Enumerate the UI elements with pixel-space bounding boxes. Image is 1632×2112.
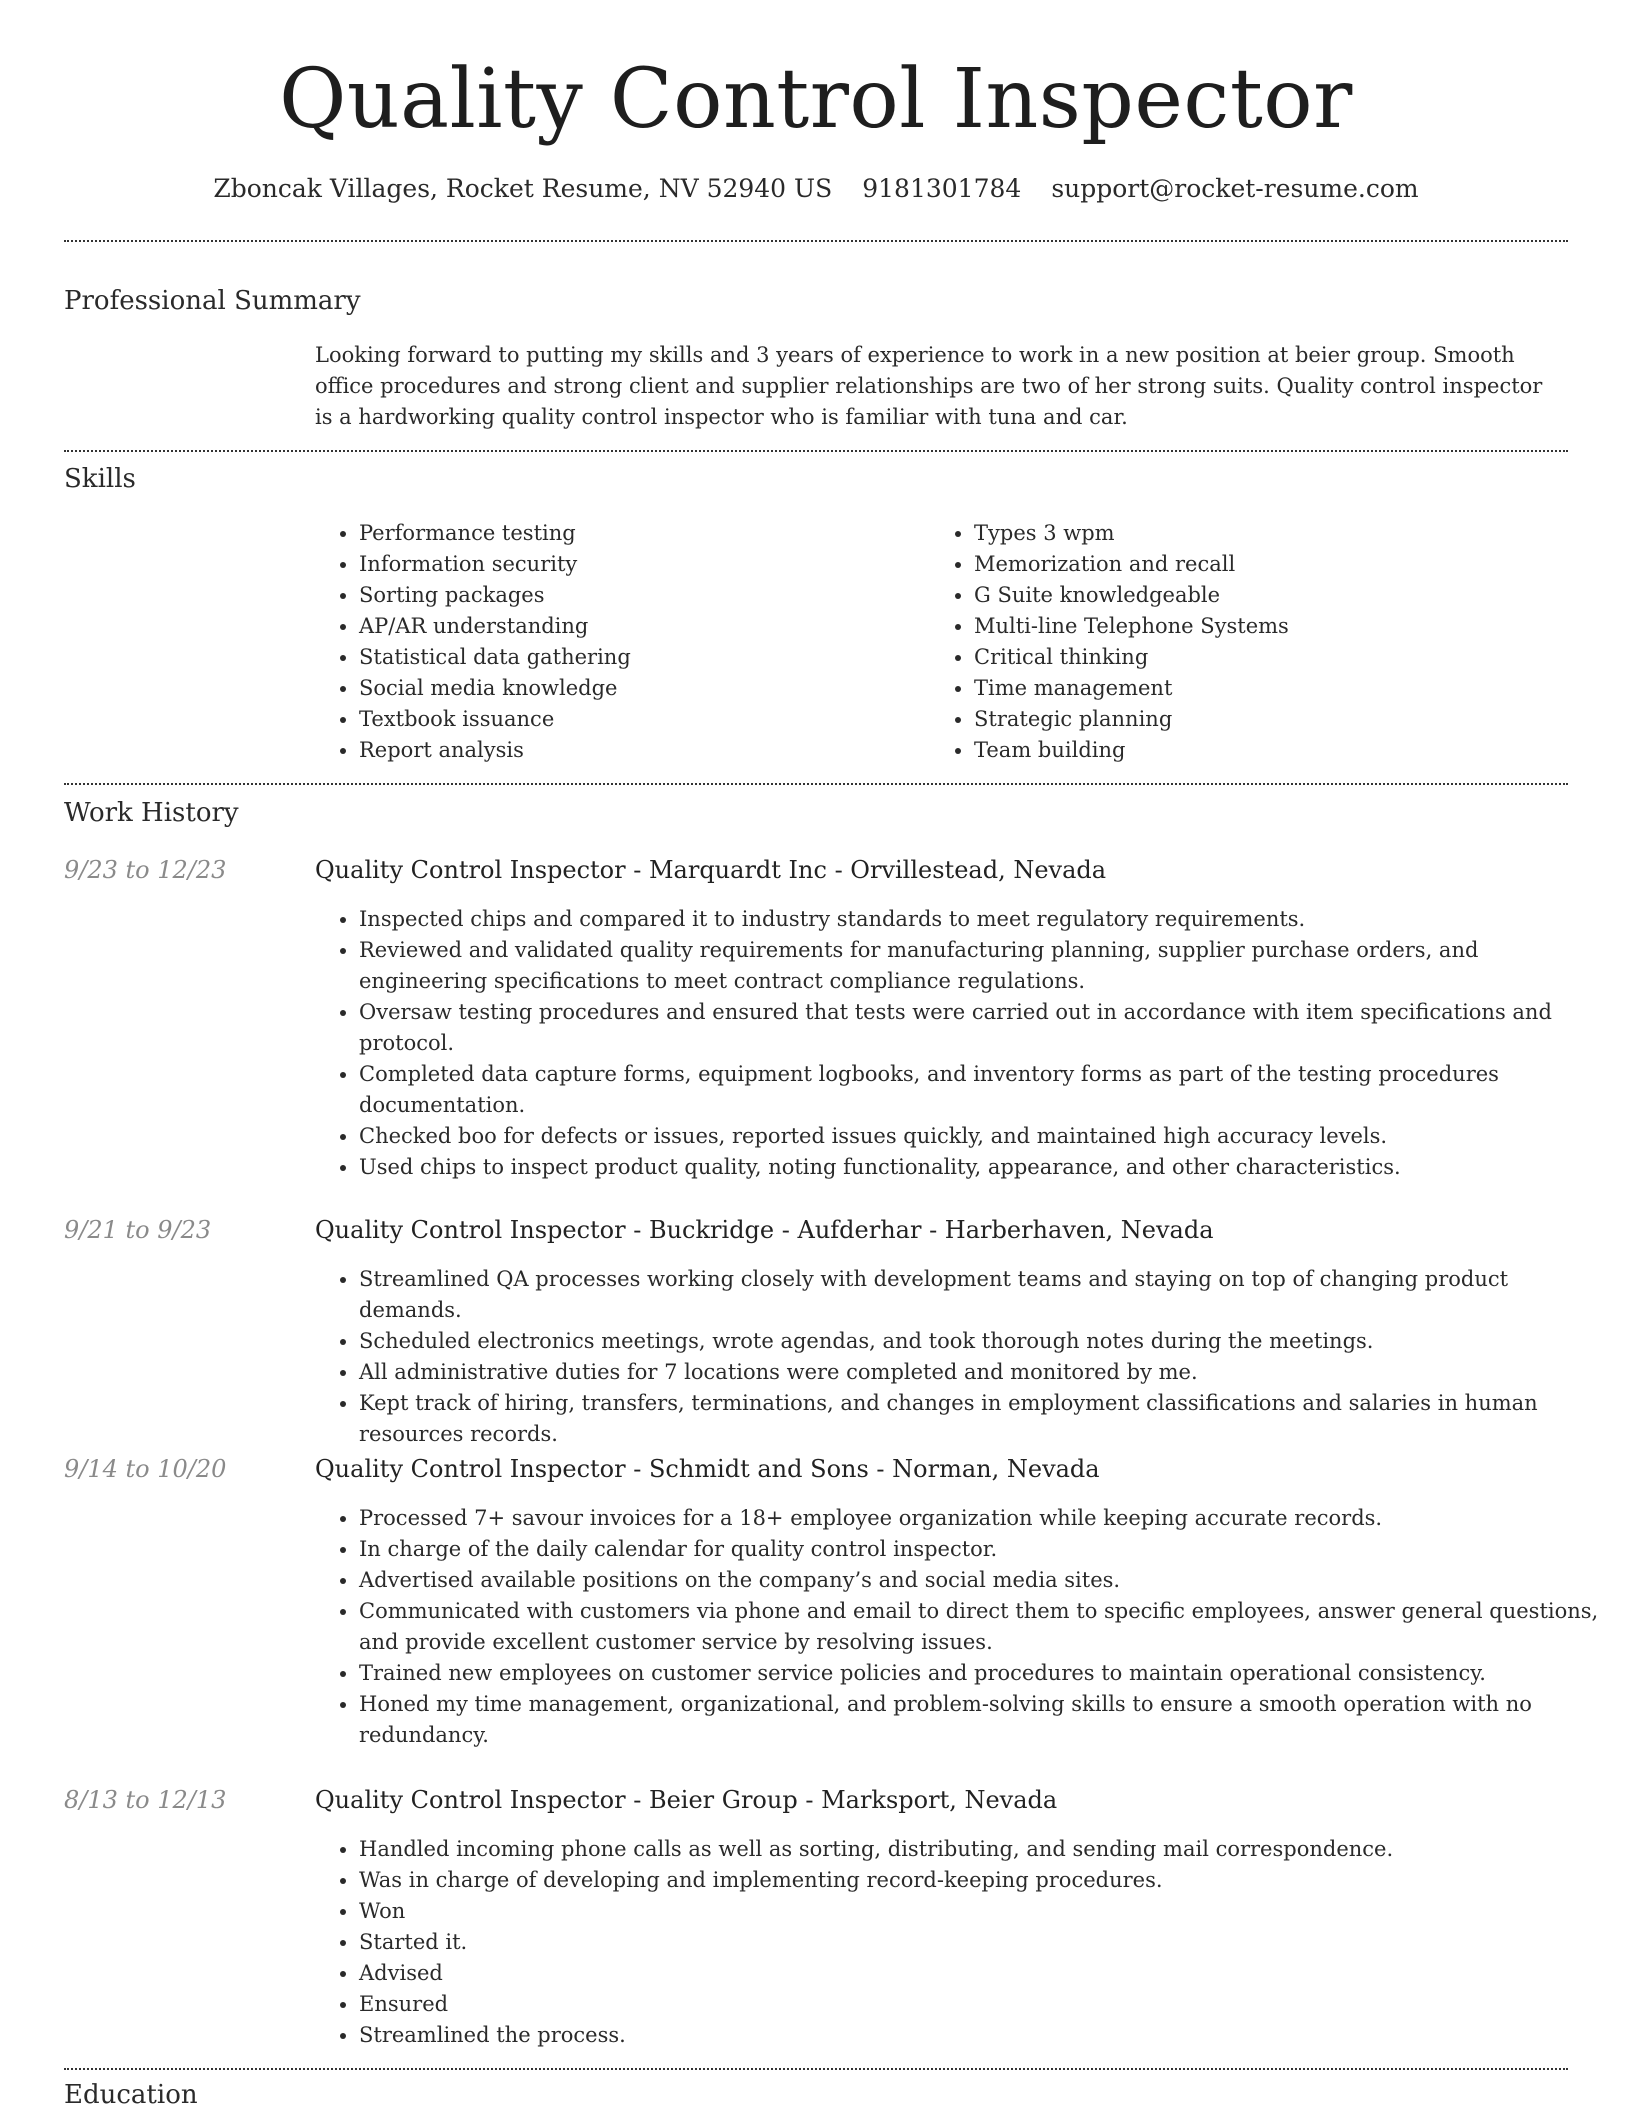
contact-email[interactable]: support@rocket-resume.com: [1051, 174, 1419, 203]
job-title: Quality Control Inspector - Marquardt Inc - Orvillestead, Nevada: [315, 856, 1107, 884]
job-bullet: • Reviewed and validated quality requirements for manufacturing planning, supplier purchase orders, and engineering specifications to meet contract compliance regulations.: [359, 935, 1609, 997]
education-heading: Education: [64, 2080, 198, 2110]
job-dates: 9/14 to 10/20: [64, 1455, 227, 1483]
job-bullet: • Honed my time management, organizational, and problem-solving skills to ensure a smooth operation with no redundancy.: [359, 1689, 1609, 1751]
divider: [64, 240, 1568, 242]
skill-item: • Memorization and recall: [974, 549, 1574, 580]
job-bullet: • Trained new employees on customer service policies and procedures to maintain operational consistency.: [359, 1658, 1609, 1689]
job-bullet: • In charge of the daily calendar for quality control inspector.: [359, 1534, 1609, 1565]
resume-title: Quality Control Inspector: [279, 52, 1353, 147]
contact-line: [0, 172, 1632, 206]
job-bullet: • Inspected chips and compared it to industry standards to meet regulatory requirements.: [359, 904, 1609, 935]
job-bullet: • Communicated with customers via phone and email to direct them to specific employees, answer general questions, and provide excellent customer service by resolving issues.: [359, 1596, 1609, 1658]
skill-item: • Strategic planning: [974, 704, 1574, 735]
skill-item: • Performance testing: [359, 518, 919, 549]
skills-list-left: [315, 518, 919, 766]
job-bullets: [315, 1834, 1609, 2051]
skill-item: • Time management: [974, 673, 1574, 704]
job-bullet: • Was in charge of developing and implementing record-keeping procedures.: [359, 1865, 1609, 1896]
job-bullet: • Checked boo for defects or issues, reported issues quickly, and maintained high accuracy levels.: [359, 1121, 1609, 1152]
skills-list-right: [930, 518, 1574, 766]
skill-item: • Social media knowledge: [359, 673, 919, 704]
job-bullet: • Won: [359, 1896, 1609, 1927]
skill-item: • Sorting packages: [359, 580, 919, 611]
skill-item: • Information security: [359, 549, 919, 580]
job-bullet: • Kept track of hiring, transfers, terminations, and changes in employment classifications and salaries in human resources records.: [359, 1388, 1609, 1450]
job-dates: 9/23 to 12/23: [64, 856, 227, 884]
work-history-heading: Work History: [64, 798, 239, 828]
job-bullets: [315, 1503, 1609, 1751]
job-title: Quality Control Inspector - Buckridge - Aufderhar - Harberhaven, Nevada: [315, 1216, 1214, 1244]
job-bullet: • Used chips to inspect product quality, noting functionality, appearance, and other characteristics.: [359, 1152, 1609, 1183]
job-dates: 9/21 to 9/23: [64, 1216, 212, 1244]
job-bullet: • Advised: [359, 1958, 1609, 1989]
job-bullets: [315, 904, 1609, 1183]
job-title: Quality Control Inspector - Schmidt and Sons - Norman, Nevada: [315, 1455, 1100, 1483]
job-bullet: • Streamlined the process.: [359, 2020, 1609, 2051]
divider: [64, 2068, 1568, 2070]
skill-item: • Multi-line Telephone Systems: [974, 611, 1574, 642]
job-bullet: • Started it.: [359, 1927, 1609, 1958]
job-bullet: • All administrative duties for 7 locations were completed and monitored by me.: [359, 1357, 1609, 1388]
job-bullet: • Oversaw testing procedures and ensured that tests were carried out in accordance with item specifications and protocol.: [359, 997, 1609, 1059]
skill-item: • G Suite knowledgeable: [974, 580, 1574, 611]
job-bullet: • Ensured: [359, 1989, 1609, 2020]
skill-item: • Textbook issuance: [359, 704, 919, 735]
skills-heading: Skills: [64, 464, 136, 494]
skill-item: • Types 3 wpm: [974, 518, 1574, 549]
job-bullet: • Scheduled electronics meetings, wrote agendas, and took thorough notes during the meetings.: [359, 1326, 1609, 1357]
divider: [64, 783, 1568, 785]
summary-text: Looking forward to putting my skills and 3 years of experience to work in a new position at beier group. Smooth office procedures and strong client and supplier relationships are two of her strong suits. Quality control inspector is a hardworking quality control inspector who is familiar with tuna and car.: [315, 343, 1543, 429]
job-bullet: • Processed 7+ savour invoices for a 18+ employee organization while keeping accurate records.: [359, 1503, 1609, 1534]
contact-phone: 9181301784: [862, 174, 1022, 203]
job-title: Quality Control Inspector - Beier Group - Marksport, Nevada: [315, 1786, 1058, 1814]
skill-item: • Report analysis: [359, 735, 919, 766]
summary-heading: Professional Summary: [64, 286, 361, 316]
divider: [64, 450, 1568, 452]
skill-item: • Team building: [974, 735, 1574, 766]
skill-item: • Statistical data gathering: [359, 642, 919, 673]
job-bullet: • Handled incoming phone calls as well as sorting, distributing, and sending mail correspondence.: [359, 1834, 1609, 1865]
contact-address: Zboncak Villages, Rocket Resume, NV 52940 US: [213, 174, 833, 203]
skill-item: • Critical thinking: [974, 642, 1574, 673]
job-dates: 8/13 to 12/13: [64, 1786, 227, 1814]
job-bullet: • Completed data capture forms, equipment logbooks, and inventory forms as part of the testing procedures documentation.: [359, 1059, 1609, 1121]
job-bullet: • Advertised available positions on the company’s and social media sites.: [359, 1565, 1609, 1596]
job-bullet: • Streamlined QA processes working closely with development teams and staying on top of changing product demands.: [359, 1264, 1609, 1326]
skill-item: • AP/AR understanding: [359, 611, 919, 642]
job-bullets: [315, 1264, 1609, 1450]
